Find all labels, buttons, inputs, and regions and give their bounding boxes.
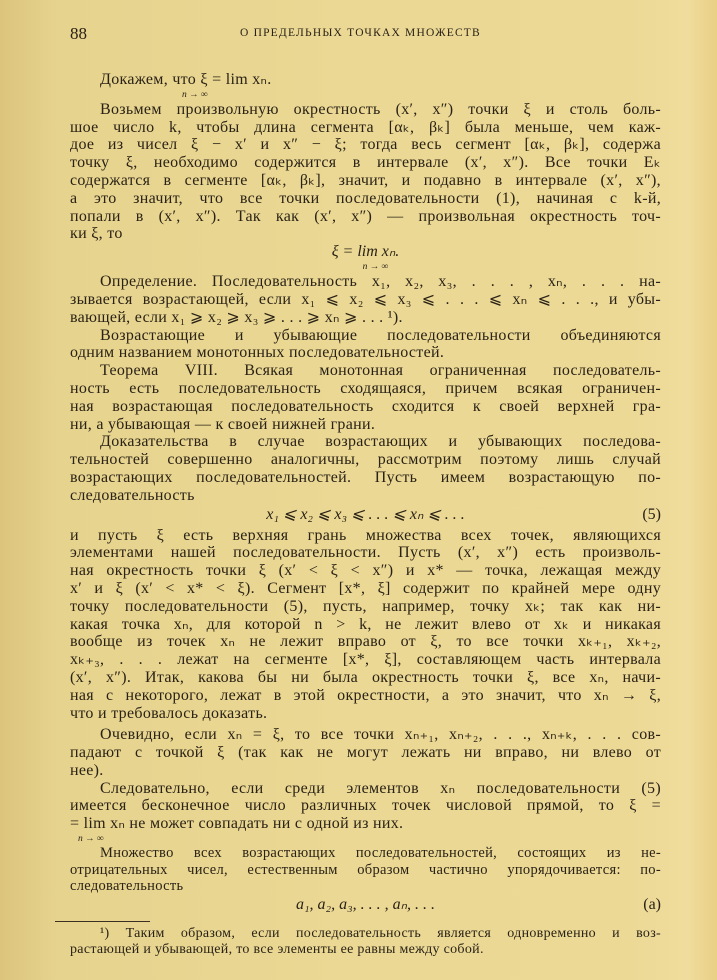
paragraph: [70, 726, 661, 779]
text-line: имеется бесконечное число различных точек числовой прямой, то ξ =: [70, 797, 661, 815]
text-line: Очевидно, если xₙ = ξ, то все точки xₙ₊₁, xₙ₊₂, . . ., xₙ₊ₖ, . . . сов-: [100, 726, 661, 744]
text-line: вообще из точек xₙ не лежит вправо от ξ, то все точки xₖ₊₁, xₖ₊₂,: [70, 633, 661, 651]
paragraph: [70, 273, 661, 326]
paragraph: [70, 780, 661, 845]
text-line: Следовательно, если среди элементов xₙ последовательности (5): [100, 779, 661, 797]
formula-text: ξ = lim xₙ.: [331, 243, 400, 261]
text-line: ная с некоторого, лежат в этой окрестности, а это значит, что xₙ → ξ,: [70, 686, 661, 704]
statement-line: [70, 71, 661, 101]
text-line: содержатся в сегменте [αₖ, βₖ], значит, и подавно в интервале (x′, x″),: [70, 171, 661, 189]
text-line: Множество всех возрастающих последовательностей, состоящих из не-: [100, 845, 661, 862]
text-line: тельностей совершенно аналогичны, рассмотрим поэтому лишь случай: [70, 451, 661, 469]
text-line: дое из чисел ξ − x′ и x″ − ξ; тогда весь сегмент [αₖ, βₖ], содержа: [70, 136, 661, 154]
text-line: какая точка xₙ, для которой n > k, не лежит влево от xₖ и никакая: [70, 615, 661, 633]
footnote: [70, 926, 661, 959]
text-line: Определение. Последовательность x₁, x₂, x₃, . . . , xₙ, . . . на-: [100, 273, 661, 291]
text-line: что и требовалось доказать.: [70, 704, 268, 722]
text-line: одним названием монотонных последовательностей.: [70, 344, 445, 362]
text-line: элементами нашей последовательности. Пусть (x′, x″) есть произволь-: [70, 544, 661, 562]
text-line: xₖ₊₃, . . . лежат на сегменте [x*, ξ], составляющем часть интервала: [70, 651, 661, 669]
text-line: точку последовательности (5), пусть, например, точку xₖ; так как ни-: [70, 597, 661, 615]
text-line: вающей, если x₁ ⩾ x₂ ⩾ x₃ ⩾ . . . ⩾ xₙ ⩾ . . . ¹).: [70, 308, 403, 326]
paragraph: [70, 362, 661, 433]
text-line: (x′, x″). Итак, какова бы ни была окрестность точки ξ, все xₙ, начи-: [70, 668, 661, 686]
text-line: отрицательных чисел, естественным образом частично упорядочивается: по-: [70, 861, 661, 878]
paragraph: [70, 433, 661, 504]
text-line: Возрастающие и убывающие последовательности объединяются: [100, 326, 661, 344]
text-line: шое число k, чтобы длина сегмента [αₖ, βₖ] была меньше, чем каж-: [70, 118, 661, 136]
text-line: Докажем, что ξ = lim xₙ.: [100, 71, 272, 88]
limit-subscript: n → ∞: [182, 89, 208, 100]
text-line: точку ξ, необходимо содержится в интервале (x′, x″). Все точки Eₖ: [70, 154, 661, 172]
text-line: следовательность: [70, 486, 195, 504]
text-line: и пусть ξ есть верхняя грань множества всех точек, являющихся: [70, 526, 661, 544]
display-formula: [70, 243, 661, 261]
running-title: О ПРЕДЕЛЬНЫХ ТОЧКАХ МНОЖЕСТВ: [240, 27, 481, 39]
footnote-line: ¹) Таким образом, если последовательность является одновременно и воз-: [100, 925, 661, 941]
text-line: Теорема VIII. Всякая монотонная ограниченная последователь-: [100, 362, 661, 380]
text-line: зывается возрастающей, если x₁ ⩽ x₂ ⩽ x₃ ⩽ . . . ⩽ xₙ ⩽ . . ., и убы-: [70, 290, 661, 308]
text-line: = lim xₙ не может совпадать ни с одной из них.: [70, 815, 404, 833]
paragraph: [70, 327, 661, 363]
footnote-rule: [55, 921, 150, 922]
text-line: ки ξ, то: [70, 225, 123, 243]
text-line: возрастающих последовательностей. Пусть имеем возрастающую по-: [70, 468, 661, 486]
display-formula: [70, 505, 661, 525]
formula-text: a₁, a₂, a₃, . . . , aₙ, . . .: [295, 895, 436, 913]
text-line: ная возрастающая последовательность сходится к своей верхней гра-: [70, 397, 661, 415]
paragraph: [70, 527, 661, 723]
footnote-line: растающей и убывающей, то все элементы ее равны между собой.: [70, 942, 484, 958]
formula-text: x₁ ⩽ x₂ ⩽ x₃ ⩽ . . . ⩽ xₙ ⩽ . . .: [266, 505, 465, 523]
equation-number: (5): [642, 505, 661, 523]
text-line: ная окрестность точки ξ (x′ < ξ < x″) и x* — точка, лежащая между: [70, 562, 661, 580]
text-line: следовательность: [70, 878, 184, 895]
page-number: 88: [70, 24, 87, 43]
display-formula: [70, 895, 661, 915]
text-line: x′ и ξ (x′ < x* < ξ). Сегмент [x*, ξ] содержит по крайней мере одну: [70, 579, 661, 597]
equation-number: (a): [643, 895, 661, 913]
paragraph: [70, 101, 661, 243]
paragraph: [70, 845, 661, 895]
page-body: [70, 71, 661, 959]
text-line: ность есть последовательность сходящаяся, причем всякая ограничен-: [70, 379, 661, 397]
limit-subscript: n → ∞: [78, 834, 104, 845]
text-line: ни, а убывающая — к своей нижней грани.: [70, 415, 376, 433]
limit-subscript: n → ∞: [362, 262, 389, 273]
text-line: нее).: [70, 761, 104, 779]
text-line: Возьмем произвольную окрестность (x′, x″) точки ξ и столь боль-: [100, 100, 661, 118]
text-line: падают с точкой ξ (так как не могут лежать ни вправо, ни влево от: [70, 744, 661, 762]
text-line: попали в (x′, x″). Так как (x′, x″) — произвольная окрестность точ-: [70, 207, 661, 225]
text-line: Доказательства в случае возрастающих и убывающих последова-: [100, 433, 661, 451]
text-line: а это значит, что все точки последовательности (1), начиная с k-й,: [70, 189, 661, 207]
